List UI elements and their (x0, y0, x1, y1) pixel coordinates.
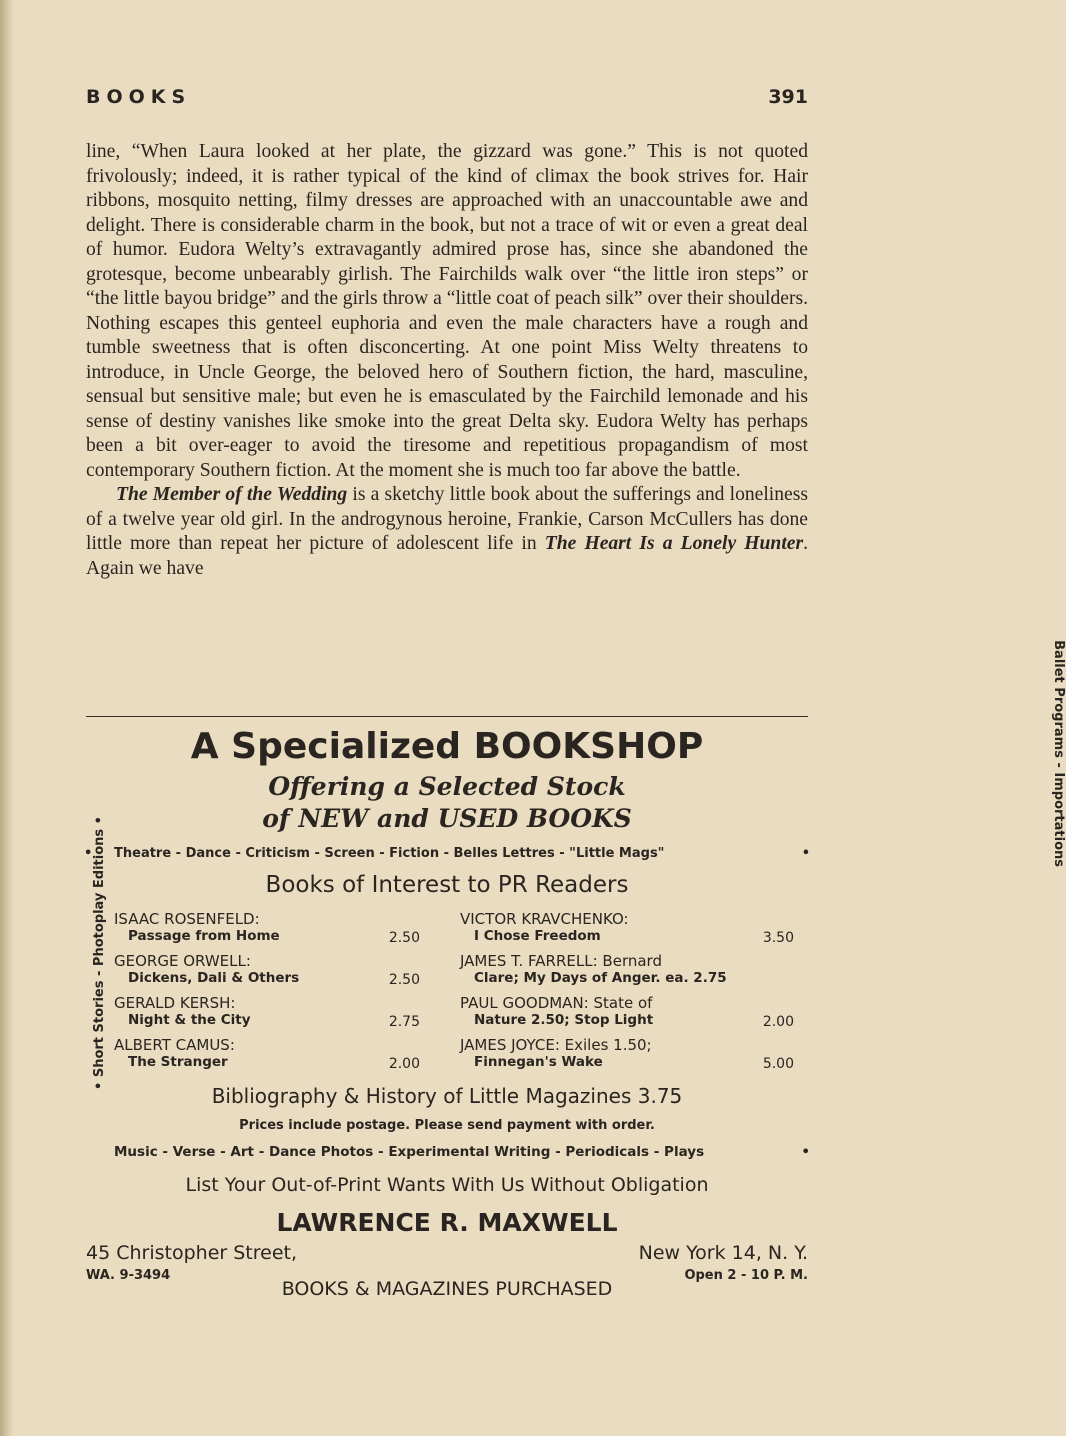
interest-heading: Books of Interest to PR Readers (265, 872, 629, 898)
ad-subtitle-1: Offering a Selected Stock (268, 772, 626, 801)
divider-rule (86, 716, 808, 717)
book-author: JAMES JOYCE: Exiles 1.50; (460, 1036, 652, 1054)
article-body (86, 140, 808, 581)
book-author: VICTOR KRAVCHENKO: (460, 910, 629, 928)
paragraph-1: line, “When Laura looked at her plate, the gizzard was gone.” This is not quoted frivolously; indeed, it is rather typical of the kind of climax the book strives for. Hair ribbons, mosquito netting, filmy dresses are approached with an unaccountable awe and delight. There is considerable charm in the book, but not a trace of wit or even a great deal of humor. Eudora Welty’s extravagantly admired prose has, since she abandoned the grotesque, become unbearably girlish. The Fairchilds walk over “the little iron steps” or “the little bayou bridge” and the girls throw a “little coat of peach silk” over their shoulders. Nothing escapes this genteel euphoria and even the male characters have a rough and tumble sweetness that is often disconcerting. At one point Miss Welty threatens to introduce, in Uncle George, the beloved hero of Southern fiction, the hard, masculine, sensual but sensitive male; but even he is emasculated by the Fairchild lemonade and his sense of destiny vanishes like smoke into the great Delta sky. Eudora Welty has perhaps been a bit over-eager to avoid the tiresome and repetitious propagandism of most contemporary Southern fiction. At the moment she is much too far above the battle. (86, 141, 809, 481)
book-title: Dickens, Dali & Others (128, 970, 300, 986)
bullet-right: • (801, 846, 810, 861)
street-address: 45 Christopher Street, (86, 1242, 298, 1264)
bottom-categories-text: Music - Verse - Art - Dance Photos - Experimental Writing - Periodicals - Plays (114, 1144, 705, 1160)
book-author: ALBERT CAMUS: (114, 1036, 235, 1054)
bullet-bottom-right: • (801, 1144, 810, 1160)
paragraph-2-text-b: . Again we have (86, 533, 808, 579)
book-entry (460, 994, 794, 1028)
book-entry (460, 1036, 794, 1070)
book-title: Finnegan's Wake (474, 1054, 603, 1070)
book-author: PAUL GOODMAN: State of (460, 994, 653, 1012)
book-title-italic-2: The Heart Is a Lonely Hunter (544, 533, 804, 554)
book-entry (114, 910, 420, 944)
book-price: 2.50 (388, 930, 420, 946)
opening-hours: Open 2 - 10 P. M. (684, 1268, 808, 1283)
section-title: BOOKS (86, 86, 192, 108)
paragraph-2 (86, 483, 808, 581)
book-price: 3.50 (762, 930, 794, 946)
purchased-line: BOOKS & MAGAZINES PURCHASED (281, 1278, 613, 1300)
book-price: 2.00 (762, 1014, 794, 1030)
book-author: GERALD KERSH: (114, 994, 236, 1012)
book-entry (114, 994, 420, 1028)
bibliography-line: Bibliography & History of Little Magazines 3.75 (211, 1084, 683, 1108)
bookshop-advertisement (80, 640, 1066, 1300)
book-title: Nature 2.50; Stop Light (474, 1012, 654, 1028)
book-title: Clare; My Days of Anger. ea. 2.75 (474, 970, 727, 986)
book-price: 5.00 (762, 1056, 794, 1072)
page-number: 391 (768, 86, 808, 108)
phone-number: WA. 9-3494 (86, 1268, 171, 1283)
right-vertical-text: Ballet Programs - Importations (1051, 640, 1066, 867)
running-header (86, 86, 808, 116)
book-entry (114, 952, 420, 986)
book-author: ISAAC ROSENFELD: (114, 910, 260, 928)
book-price: 2.50 (388, 972, 420, 988)
book-entry (460, 952, 794, 986)
paragraph-2-text-a: is a sketchy little book about the sufferings and loneliness of a twelve year old girl. In the androgynous heroine, Frankie, Carson McCullers has done little more than repeat her picture of adolescent life in (86, 484, 808, 554)
book-title: Passage from Home (128, 928, 280, 944)
book-author: GEORGE ORWELL: (114, 952, 251, 970)
book-title-italic: The Member of the Wedding (116, 484, 348, 505)
bullet-left: • (84, 846, 93, 861)
top-categories-text: Theatre - Dance - Criticism - Screen - Fiction - Belles Lettres - "Little Mags" (114, 846, 665, 861)
ad-title: A Specialized BOOKSHOP (190, 726, 704, 767)
book-title: Night & the City (128, 1012, 251, 1028)
ad-subtitle-2: of NEW and USED BOOKS (262, 804, 632, 833)
book-price: 2.75 (388, 1014, 420, 1030)
book-title: The Stranger (128, 1054, 228, 1070)
city-address: New York 14, N. Y. (638, 1242, 808, 1264)
proprietor-name: LAWRENCE R. MAXWELL (276, 1208, 618, 1237)
prices-note: Prices include postage. Please send payment with order. (239, 1118, 655, 1133)
book-entry (460, 910, 794, 944)
book-price: 2.00 (388, 1056, 420, 1072)
wants-line: List Your Out-of-Print Wants With Us Without Obligation (185, 1174, 709, 1196)
book-entry (114, 1036, 420, 1070)
book-title: I Chose Freedom (474, 928, 601, 944)
book-author: JAMES T. FARRELL: Bernard (460, 952, 662, 970)
left-vertical-categories: • Short Stories - Photoplay Editions • (92, 816, 107, 1090)
page-edge (0, 0, 14, 1436)
